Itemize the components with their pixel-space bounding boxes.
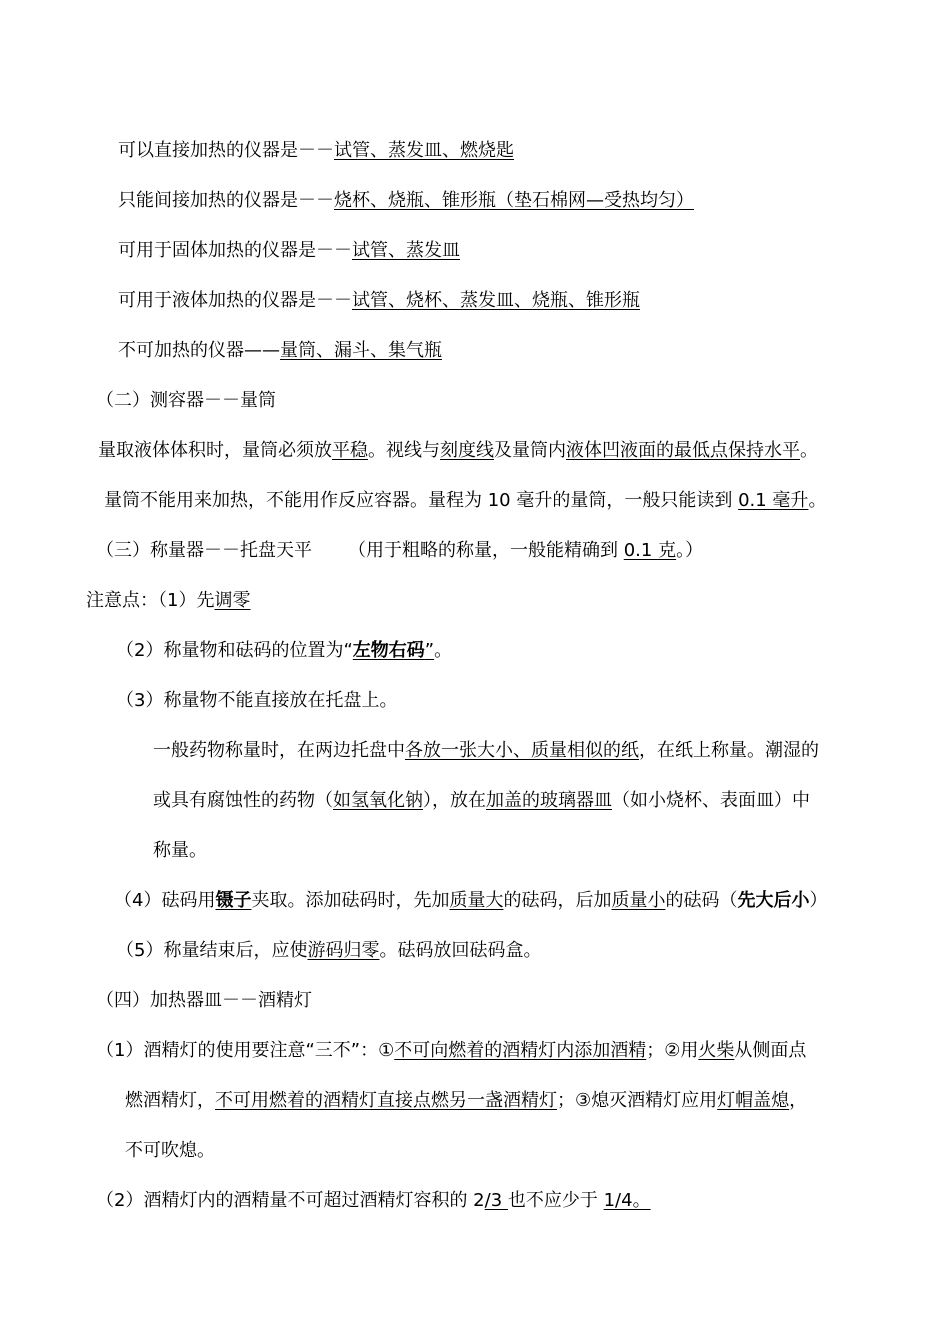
text-segment: 的砝码，后加 — [503, 890, 612, 911]
text-segment: ” — [424, 640, 435, 661]
underlined-answer: 各放一张大小、质量相似的纸 — [405, 740, 639, 761]
underlined-answer: 1/4。 — [603, 1190, 651, 1211]
text-segment: （2）酒精灯内的酒精量不可超过酒精灯容积的 2 — [96, 1190, 485, 1211]
text-segment: （2）称量物和砝码的位置为“ — [116, 640, 353, 661]
underlined-answer: 量筒、漏斗、集气瓶 — [280, 340, 442, 361]
line-paper-weighing — [153, 739, 819, 763]
line-liquid-heating — [118, 289, 640, 313]
underlined-answer: 如氢氧化钠 — [333, 790, 423, 811]
text-segment: （用于粗略的称量，一般能精确到 — [348, 540, 624, 561]
underlined-answer: 0.1 毫升 — [738, 490, 809, 511]
text-segment: 燃酒精灯， — [125, 1090, 215, 1111]
text-segment: ， — [789, 1090, 808, 1111]
text-segment: 。 — [808, 490, 827, 511]
text-segment: ），放在 — [423, 790, 486, 811]
line-direct-heating — [118, 139, 514, 163]
underlined-answer: 刻度线 — [440, 440, 494, 461]
line-slider-reset — [116, 939, 541, 963]
text-segment: ） — [809, 890, 828, 911]
underlined-answer: /3 — [484, 1190, 508, 1211]
line-notes-zero — [86, 589, 250, 613]
text-segment: 。视线与 — [368, 440, 440, 461]
text-segment: 或具有腐蚀性的药物（ — [153, 790, 333, 811]
text-segment: 不可吹熄。 — [125, 1140, 215, 1161]
line-cylinder-precision — [104, 489, 826, 513]
line-reading-volume — [98, 439, 818, 463]
text-segment: 一般药物称量时，在两边托盘中 — [153, 740, 405, 761]
text-segment: 只能间接加热的仪器是－－ — [118, 190, 334, 211]
underlined-answer: 左物右码 — [352, 640, 425, 661]
text-segment: 。） — [676, 540, 704, 561]
text-segment: 的砝码（ — [665, 890, 738, 911]
bold-answer: 先大后小 — [737, 890, 810, 911]
underlined-answer: 0.1 克 — [623, 540, 677, 561]
underlined-answer: 试管、烧杯、蒸发皿、烧瓶、锥形瓶 — [352, 290, 640, 311]
underlined-answer: 游码归零 — [307, 940, 380, 961]
underlined-answer: 镊子 — [215, 890, 252, 911]
text-segment: 可用于液体加热的仪器是－－ — [118, 290, 352, 311]
underlined-answer: 调零 — [214, 590, 251, 611]
section-heading-balance — [96, 539, 703, 563]
text-segment: 不可加热的仪器—— — [118, 340, 280, 361]
text-segment: （3）称量物不能直接放在托盘上。 — [116, 690, 398, 711]
text-segment: 夹取。添加砝码时，先加 — [251, 890, 450, 911]
line-tweezers — [114, 889, 827, 913]
text-segment: 。 — [434, 640, 453, 661]
text-segment: ，在纸上称量。潮湿的 — [639, 740, 819, 761]
text-segment: 也不应少于 — [507, 1190, 604, 1211]
text-segment: （1）酒精灯的使用要注意“三不”：① — [96, 1040, 395, 1061]
text-segment: 。 — [800, 440, 818, 461]
line-corrosive — [153, 789, 810, 813]
underlined-answer: 火柴 — [698, 1040, 735, 1061]
text-segment: 。砝码放回砝码盒。 — [379, 940, 542, 961]
text-segment: 量筒不能用来加热，不能用作反应容器。量程为 10 毫升的量筒，一般只能读到 — [104, 490, 739, 511]
underlined-answer: 质量小 — [611, 890, 666, 911]
text-segment: 从侧面点 — [734, 1040, 807, 1061]
text-segment: ；③熄灭酒精灯应用 — [557, 1090, 718, 1111]
underlined-answer: 加盖的玻璃器皿 — [486, 790, 612, 811]
line-alcohol-amount — [96, 1189, 651, 1213]
underlined-answer: 烧杯、烧瓶、锥形瓶（垫石棉网—受热均匀） — [334, 190, 694, 211]
line-left-object-right-weight — [116, 639, 452, 663]
line-lighting — [125, 1089, 807, 1113]
text-segment: 注意点：（1）先 — [86, 590, 215, 611]
line-weigh-end — [153, 839, 207, 863]
underlined-answer: 试管、蒸发皿 — [352, 240, 460, 261]
underlined-answer: 灯帽盖熄 — [717, 1090, 790, 1111]
line-not-directly-on-pan — [116, 689, 397, 713]
text-segment: （5）称量结束后，应使 — [116, 940, 308, 961]
underlined-answer: 试管、蒸发皿、燃烧匙 — [334, 140, 514, 161]
line-no-heating — [118, 339, 442, 363]
underlined-answer: 不可向燃着的酒精灯内添加酒精 — [394, 1040, 647, 1061]
line-three-nos — [96, 1039, 806, 1063]
text-segment: 量取液体体积时，量筒必须放 — [98, 440, 332, 461]
underlined-answer: 液体凹液面的最低点保持水平 — [566, 440, 800, 461]
underlined-answer: 不可用燃着的酒精灯直接点燃另一盏酒精灯 — [215, 1090, 557, 1111]
line-no-blowing — [125, 1139, 215, 1163]
text-segment: 称量。 — [153, 840, 207, 861]
line-solid-heating — [118, 239, 460, 263]
text-segment: （四）加热器皿－－酒精灯 — [96, 990, 312, 1011]
text-segment: 可以直接加热的仪器是－－ — [118, 140, 334, 161]
text-segment: （二）测容器－－量筒 — [96, 390, 276, 411]
section-heading-measuring — [96, 389, 276, 413]
text-segment: （4）砝码用 — [114, 890, 216, 911]
text-segment: 及量筒内 — [494, 440, 566, 461]
text-segment: （如小烧杯、表面皿）中 — [612, 790, 810, 811]
section-heading-heating — [96, 989, 312, 1013]
underlined-answer: 质量大 — [449, 890, 504, 911]
text-segment: 可用于固体加热的仪器是－－ — [118, 240, 352, 261]
text-segment: ；②用 — [646, 1040, 699, 1061]
underlined-answer: 平稳 — [332, 440, 368, 461]
line-indirect-heating — [118, 189, 694, 213]
text-segment: （三）称量器－－托盘天平 — [96, 540, 312, 561]
